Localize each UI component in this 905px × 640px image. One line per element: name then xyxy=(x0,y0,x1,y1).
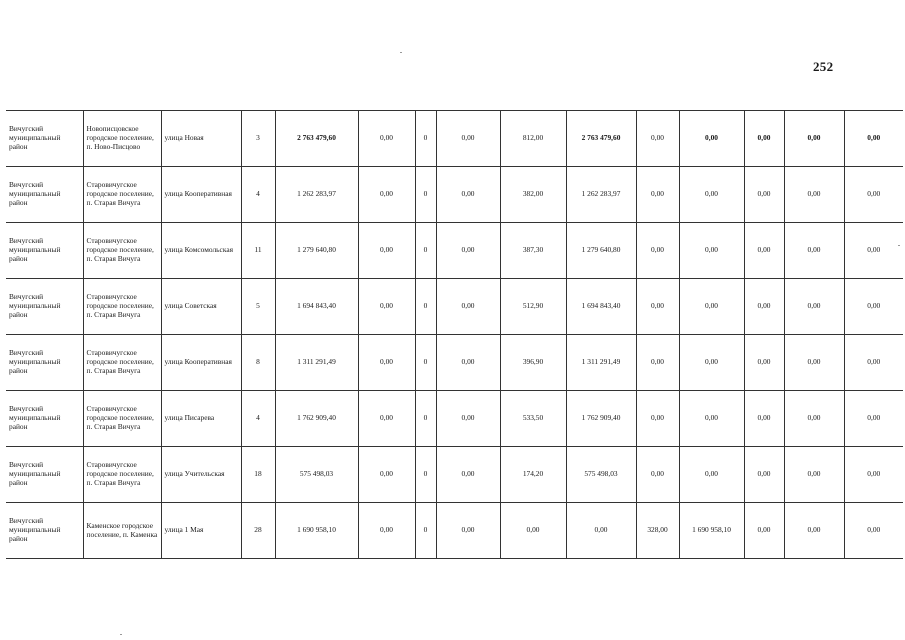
table-cell: 1 262 283,97 xyxy=(566,167,636,223)
table-cell: Старовичугское городское поселение, п. Старая Вичуга xyxy=(83,447,161,503)
scan-speck xyxy=(400,52,402,53)
page-number: 252 xyxy=(813,59,834,74)
table-cell: 0,00 xyxy=(436,167,500,223)
table-cell: 174,20 xyxy=(500,447,566,503)
table-cell: 1 311 291,49 xyxy=(566,335,636,391)
table-cell: 0,00 xyxy=(784,167,844,223)
table-row xyxy=(6,447,903,503)
table-cell: 0,00 xyxy=(436,111,500,167)
table-cell: 0,00 xyxy=(436,503,500,559)
table-cell: 1 690 958,10 xyxy=(275,503,358,559)
table-cell: 0,00 xyxy=(636,167,679,223)
table-cell: 0,00 xyxy=(784,447,844,503)
table-cell: 575 498,03 xyxy=(566,447,636,503)
table-cell: 0,00 xyxy=(784,335,844,391)
table-cell: 0,00 xyxy=(358,391,415,447)
table-cell: 0,00 xyxy=(358,503,415,559)
table-cell: Старовичугское городское поселение, п. Старая Вичуга xyxy=(83,279,161,335)
table-cell: Вичугский муниципальный район xyxy=(6,447,83,503)
table-cell: 0,00 xyxy=(636,223,679,279)
table-cell: 0,00 xyxy=(636,111,679,167)
table-cell: 0,00 xyxy=(844,223,903,279)
table-cell: 0,00 xyxy=(436,223,500,279)
table-cell: 4 xyxy=(241,167,275,223)
table-cell: 5 xyxy=(241,279,275,335)
table-cell: 0,00 xyxy=(679,111,744,167)
table-cell: Старовичугское городское поселение, п. Старая Вичуга xyxy=(83,223,161,279)
table-cell: Вичугский муниципальный район xyxy=(6,167,83,223)
table-cell: 0,00 xyxy=(679,279,744,335)
table-cell: 0,00 xyxy=(844,167,903,223)
data-table xyxy=(6,110,903,559)
table-row xyxy=(6,335,903,391)
table-cell: 0,00 xyxy=(784,111,844,167)
table-cell: 0,00 xyxy=(844,279,903,335)
table-cell: Новописцовское городское поселение, п. Ново-Писцово xyxy=(83,111,161,167)
table-cell: 575 498,03 xyxy=(275,447,358,503)
table-cell: Старовичугское городское поселение, п. Старая Вичуга xyxy=(83,167,161,223)
table-cell: 0,00 xyxy=(844,391,903,447)
table-body xyxy=(6,111,903,559)
table-cell: 1 279 640,80 xyxy=(275,223,358,279)
table-cell: улица Комсомольская xyxy=(161,223,241,279)
table-cell: 0,00 xyxy=(744,447,784,503)
table-cell: 812,00 xyxy=(500,111,566,167)
table-cell: 8 xyxy=(241,335,275,391)
table-cell: 1 694 843,40 xyxy=(275,279,358,335)
table-cell: 0,00 xyxy=(636,279,679,335)
table-cell: 0,00 xyxy=(500,503,566,559)
table-cell: 0,00 xyxy=(636,391,679,447)
table-cell: улица Учительская xyxy=(161,447,241,503)
table-cell: улица Писарева xyxy=(161,391,241,447)
table-cell: Старовичугское городское поселение, п. Старая Вичуга xyxy=(83,335,161,391)
table-cell: 2 763 479,60 xyxy=(275,111,358,167)
table-cell: 0,00 xyxy=(436,447,500,503)
table-cell: 0,00 xyxy=(436,335,500,391)
table-cell: 0,00 xyxy=(744,111,784,167)
table-cell: 0,00 xyxy=(744,391,784,447)
table-row xyxy=(6,503,903,559)
table-cell: 0,00 xyxy=(358,111,415,167)
table-row xyxy=(6,391,903,447)
table-cell: 0,00 xyxy=(679,167,744,223)
table-cell: 0,00 xyxy=(566,503,636,559)
table-cell: 396,90 xyxy=(500,335,566,391)
table-cell: 0 xyxy=(415,167,436,223)
table-cell: 0,00 xyxy=(436,391,500,447)
table-cell: 0,00 xyxy=(679,223,744,279)
scan-speck xyxy=(898,245,900,246)
table-cell: 0,00 xyxy=(744,335,784,391)
table-cell: 3 xyxy=(241,111,275,167)
table-cell: Вичугский муниципальный район xyxy=(6,223,83,279)
table-cell: улица Кооперативная xyxy=(161,167,241,223)
table-cell: 1 279 640,80 xyxy=(566,223,636,279)
table-cell: 18 xyxy=(241,447,275,503)
table-cell: 0,00 xyxy=(784,279,844,335)
table-cell: 0,00 xyxy=(679,335,744,391)
table-cell: 1 690 958,10 xyxy=(679,503,744,559)
table-cell: 0,00 xyxy=(358,223,415,279)
table-cell: улица Кооперативная xyxy=(161,335,241,391)
table-cell: 0,00 xyxy=(744,279,784,335)
table-cell: 0,00 xyxy=(844,111,903,167)
table-cell: 0 xyxy=(415,503,436,559)
table-cell: 0 xyxy=(415,111,436,167)
table-cell: 328,00 xyxy=(636,503,679,559)
table-cell: 533,50 xyxy=(500,391,566,447)
table-cell: 0,00 xyxy=(744,167,784,223)
table-cell: 1 311 291,49 xyxy=(275,335,358,391)
table-cell: 0 xyxy=(415,279,436,335)
table-cell: 1 262 283,97 xyxy=(275,167,358,223)
table-cell: 0,00 xyxy=(744,503,784,559)
table-cell: 1 694 843,40 xyxy=(566,279,636,335)
table-cell: 0,00 xyxy=(784,391,844,447)
table-cell: Вичугский муниципальный район xyxy=(6,279,83,335)
table-cell: 512,90 xyxy=(500,279,566,335)
table-cell: улица Советская xyxy=(161,279,241,335)
table-cell: 0,00 xyxy=(436,279,500,335)
table-cell: 0,00 xyxy=(679,447,744,503)
table-cell: 0,00 xyxy=(679,391,744,447)
table-cell: 0,00 xyxy=(844,447,903,503)
table-cell: 0,00 xyxy=(744,223,784,279)
table-cell: 0,00 xyxy=(358,335,415,391)
table-cell: 0,00 xyxy=(358,279,415,335)
table-cell: 0,00 xyxy=(844,503,903,559)
table-cell: 0 xyxy=(415,223,436,279)
table-cell: 382,00 xyxy=(500,167,566,223)
table-cell: Старовичугское городское поселение, п. Старая Вичуга xyxy=(83,391,161,447)
table-cell: 11 xyxy=(241,223,275,279)
table-row xyxy=(6,111,903,167)
table-cell: Вичугский муниципальный район xyxy=(6,335,83,391)
table-cell: 1 762 909,40 xyxy=(275,391,358,447)
table-cell: 0,00 xyxy=(784,223,844,279)
table-cell: 0,00 xyxy=(358,447,415,503)
table-cell: 0,00 xyxy=(784,503,844,559)
table-cell: 0,00 xyxy=(636,447,679,503)
table-cell: Каменское городское поселение, п. Каменка xyxy=(83,503,161,559)
table-cell: 4 xyxy=(241,391,275,447)
scan-speck xyxy=(120,634,122,635)
table-cell: 28 xyxy=(241,503,275,559)
table-cell: 1 762 909,40 xyxy=(566,391,636,447)
table-cell: Вичугский муниципальный район xyxy=(6,503,83,559)
table-cell: 0 xyxy=(415,447,436,503)
table-cell: 0 xyxy=(415,335,436,391)
table-cell: Вичугский муниципальный район xyxy=(6,111,83,167)
table-cell: 0,00 xyxy=(358,167,415,223)
table-cell: улица 1 Мая xyxy=(161,503,241,559)
table-cell: улица Новая xyxy=(161,111,241,167)
table-row xyxy=(6,223,903,279)
table-cell: 0 xyxy=(415,391,436,447)
table-row xyxy=(6,167,903,223)
table-cell: 0,00 xyxy=(636,335,679,391)
table-cell: 2 763 479,60 xyxy=(566,111,636,167)
table-row xyxy=(6,279,903,335)
table-cell: 0,00 xyxy=(844,335,903,391)
table-cell: 387,30 xyxy=(500,223,566,279)
table-cell: Вичугский муниципальный район xyxy=(6,391,83,447)
